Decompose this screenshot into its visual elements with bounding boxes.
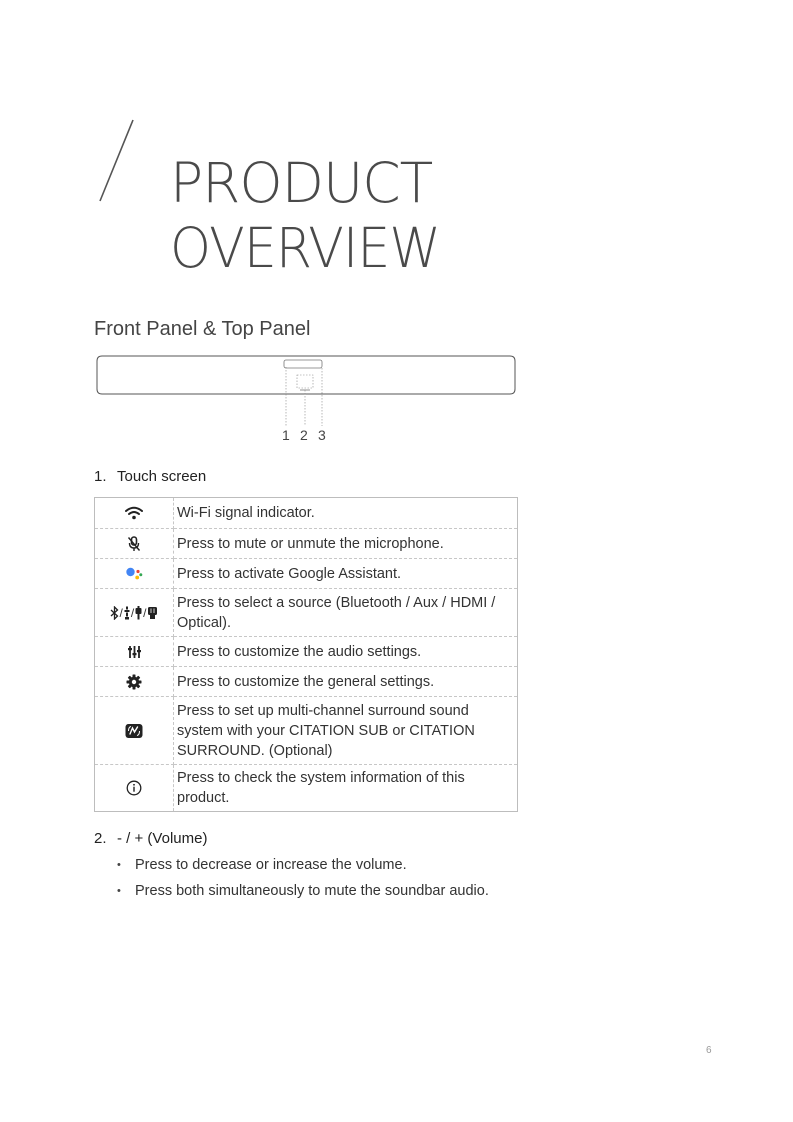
item-title: Touch screen (117, 468, 207, 485)
callout-3: 3 (318, 427, 326, 443)
table-row (95, 667, 518, 697)
item-title: - / + (Volume) (117, 830, 208, 847)
surround-icon (125, 723, 143, 739)
icon-description: Press to select a source (Bluetooth / Aux / HDMI / Optical). (174, 589, 518, 637)
table-row (95, 765, 518, 812)
table-row (95, 529, 518, 559)
source-separator: / (130, 605, 135, 620)
gear-icon (126, 674, 142, 690)
page-number: 6 (706, 1045, 712, 1056)
icon-description: Press to customize the general settings. (174, 667, 518, 697)
icon-cell (95, 529, 174, 559)
table-row (95, 589, 518, 637)
section-heading: Front Panel & Top Panel (94, 318, 311, 340)
item-number: 1. (94, 468, 107, 485)
optical-icon (147, 606, 158, 620)
list-item: • Press both simultaneously to mute the soundbar audio. (117, 881, 489, 907)
google-assistant-icon (125, 566, 143, 582)
icon-description: Press to mute or unmute the microphone. (174, 529, 518, 559)
volume-buttons (297, 375, 313, 388)
icon-cell (95, 498, 174, 529)
wifi-icon (125, 506, 143, 520)
icon-cell (95, 559, 174, 589)
hdmi-icon (134, 606, 143, 620)
icon-cell (95, 765, 174, 812)
source-separator: / (119, 605, 123, 620)
list-item: • Press to decrease or increase the volume. (117, 855, 489, 881)
icon-description: Press to set up multi-channel surround sound system with your CITATION SUB or CITATION SURROUND. (Optional) (174, 697, 518, 765)
info-icon (126, 780, 142, 796)
mic-mute-icon (127, 536, 141, 552)
icon-description: Press to customize the audio settings. (174, 637, 518, 667)
item-number: 2. (94, 830, 107, 847)
callout-2: 2 (300, 427, 308, 443)
page-title-line-2: OVERVIEW (170, 216, 440, 280)
page-title-line-1: PRODUCT (170, 151, 433, 215)
icon-cell (95, 667, 174, 697)
icon-description: Wi-Fi signal indicator. (174, 498, 518, 529)
table-row (95, 697, 518, 765)
equalizer-icon (127, 645, 142, 659)
table-row (95, 637, 518, 667)
volume-bullet-list (117, 855, 489, 907)
aux-icon (123, 606, 131, 620)
icon-description: Press to activate Google Assistant. (174, 559, 518, 589)
top-panel-touch-area (284, 360, 322, 368)
icon-cell (95, 637, 174, 667)
callout-1: 1 (282, 427, 290, 443)
table-row (95, 559, 518, 589)
title-slash-decoration (97, 118, 137, 204)
touch-screen-icon-table (94, 497, 518, 812)
icon-cell (95, 589, 174, 637)
source-separator: / (143, 605, 147, 620)
icon-description: Press to check the system information of this product. (174, 765, 518, 812)
table-row (95, 498, 518, 529)
touch-screen-heading (94, 468, 206, 485)
soundbar-diagram (94, 350, 524, 446)
icon-cell (95, 697, 174, 765)
volume-heading (94, 830, 207, 847)
